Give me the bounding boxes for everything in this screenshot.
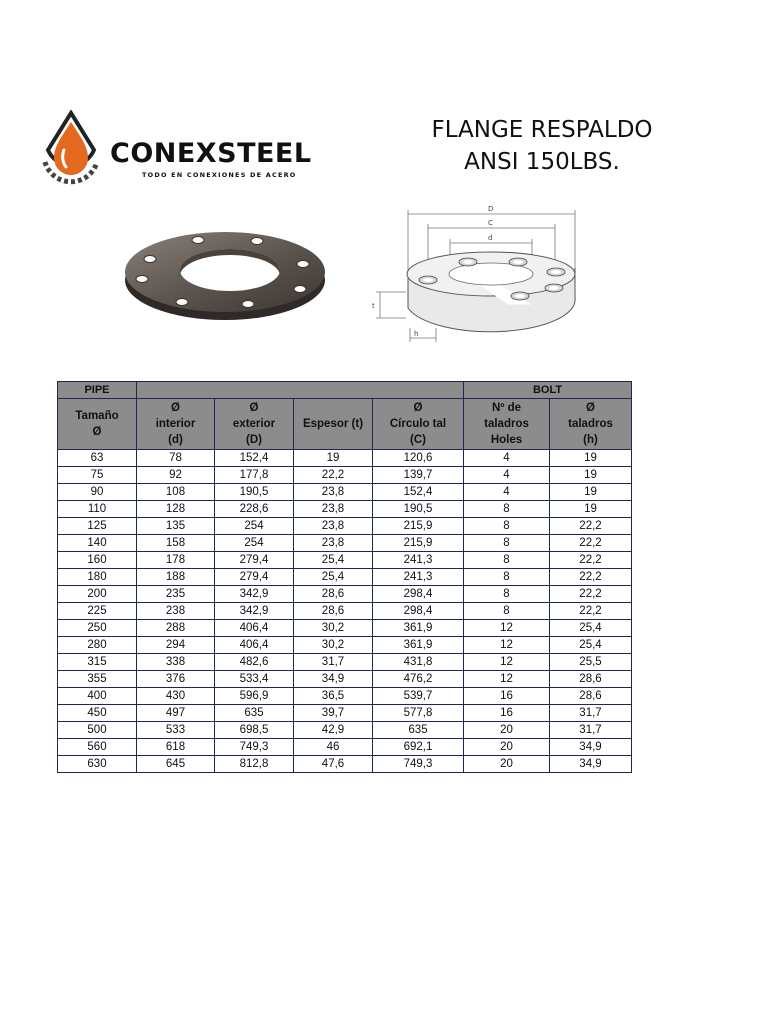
table-cell: 135 — [137, 518, 215, 535]
table-cell: 342,9 — [215, 586, 294, 603]
table-cell: 228,6 — [215, 501, 294, 518]
dim-label-inner-diameter: d — [488, 234, 493, 242]
table-row — [58, 603, 632, 620]
table-cell: 635 — [373, 722, 464, 739]
table-cell: 12 — [464, 620, 550, 637]
table-cell: 254 — [215, 518, 294, 535]
table-cell: 16 — [464, 688, 550, 705]
table-row — [58, 518, 632, 535]
table-cell: 288 — [137, 620, 215, 637]
table-cell: 120,6 — [373, 450, 464, 467]
table-cell: 152,4 — [373, 484, 464, 501]
table-cell: 539,7 — [373, 688, 464, 705]
table-row — [58, 535, 632, 552]
column-header-text: (C) — [410, 434, 426, 446]
dim-label-outer-diameter: D — [488, 205, 494, 213]
table-row — [58, 722, 632, 739]
table-cell: 8 — [464, 603, 550, 620]
table-cell: 19 — [550, 467, 632, 484]
table-cell: 749,3 — [215, 739, 294, 756]
table-cell: 190,5 — [215, 484, 294, 501]
group-header-bolt: BOLT — [464, 382, 632, 399]
table-cell: 23,8 — [294, 501, 373, 518]
table-row — [58, 552, 632, 569]
column-header-text: Espesor (t) — [302, 418, 364, 430]
column-header-1 — [137, 399, 215, 450]
table-cell: 200 — [58, 586, 137, 603]
table-cell: 25,5 — [550, 654, 632, 671]
table-cell: 618 — [137, 739, 215, 756]
table-row — [58, 705, 632, 722]
table-row — [58, 569, 632, 586]
table-cell: 25,4 — [550, 620, 632, 637]
flange-dimension-drawing — [370, 200, 610, 360]
table-cell: 749,3 — [373, 756, 464, 773]
table-cell: 19 — [550, 501, 632, 518]
dim-label-bolt-circle: C — [488, 219, 493, 227]
table-cell: 42,9 — [294, 722, 373, 739]
column-header-text: Círculo tal — [389, 418, 447, 430]
brand-logo — [38, 110, 338, 190]
table-cell: 254 — [215, 535, 294, 552]
table-cell: 215,9 — [373, 518, 464, 535]
table-cell: 75 — [58, 467, 137, 484]
table-cell: 12 — [464, 637, 550, 654]
table-cell: 596,9 — [215, 688, 294, 705]
table-cell: 31,7 — [550, 705, 632, 722]
table-cell: 28,6 — [550, 688, 632, 705]
column-header-text: (h) — [583, 434, 598, 446]
table-cell: 28,6 — [550, 671, 632, 688]
table-cell: 8 — [464, 501, 550, 518]
diameter-symbol: Ø — [249, 402, 259, 414]
table-cell: 22,2 — [550, 603, 632, 620]
table-cell: 108 — [137, 484, 215, 501]
table-cell: 190,5 — [373, 501, 464, 518]
table-cell: 8 — [464, 586, 550, 603]
table-cell: 645 — [137, 756, 215, 773]
table-cell: 630 — [58, 756, 137, 773]
column-header-0 — [58, 399, 137, 450]
table-cell: 30,2 — [294, 620, 373, 637]
table-cell: 28,6 — [294, 603, 373, 620]
group-header-row — [58, 382, 632, 399]
table-cell: 279,4 — [215, 569, 294, 586]
table-cell: 298,4 — [373, 586, 464, 603]
table-cell: 431,8 — [373, 654, 464, 671]
table-cell: 20 — [464, 756, 550, 773]
table-cell: 16 — [464, 705, 550, 722]
table-cell: 180 — [58, 569, 137, 586]
table-cell: 22,2 — [550, 569, 632, 586]
table-cell: 28,6 — [294, 586, 373, 603]
table-cell: 125 — [58, 518, 137, 535]
table-cell: 376 — [137, 671, 215, 688]
table-cell: 31,7 — [294, 654, 373, 671]
table-cell: 8 — [464, 518, 550, 535]
column-header-text: taladros — [484, 418, 529, 430]
table-cell: 279,4 — [215, 552, 294, 569]
table-cell: 36,5 — [294, 688, 373, 705]
table-cell: 692,1 — [373, 739, 464, 756]
table-row — [58, 654, 632, 671]
table-cell: 12 — [464, 654, 550, 671]
table-cell: 47,6 — [294, 756, 373, 773]
oil-drop-gear-icon — [38, 110, 104, 190]
diameter-symbol: Ø — [171, 402, 180, 414]
table-cell: 8 — [464, 552, 550, 569]
table-cell: 8 — [464, 535, 550, 552]
table-cell: 698,5 — [215, 722, 294, 739]
table-row — [58, 637, 632, 654]
table-cell: 23,8 — [294, 484, 373, 501]
table-cell: 361,9 — [373, 637, 464, 654]
table-cell: 34,9 — [550, 739, 632, 756]
table-cell: 177,8 — [215, 467, 294, 484]
table-cell: 280 — [58, 637, 137, 654]
table-cell: 22,2 — [294, 467, 373, 484]
page-title — [400, 114, 684, 178]
table-cell: 406,4 — [215, 637, 294, 654]
column-header-text: interior — [155, 418, 196, 430]
column-header-text: exterior — [232, 418, 276, 430]
column-header-5 — [464, 399, 550, 450]
brand-tagline: TODO EN CONEXIONES DE ACERO — [142, 171, 297, 179]
table-cell: 533 — [137, 722, 215, 739]
table-cell: 430 — [137, 688, 215, 705]
table-row — [58, 467, 632, 484]
table-cell: 294 — [137, 637, 215, 654]
column-header-text: Holes — [490, 434, 523, 446]
table-cell: 560 — [58, 739, 137, 756]
table-cell: 4 — [464, 484, 550, 501]
column-header-6 — [550, 399, 632, 450]
table-cell: 152,4 — [215, 450, 294, 467]
diameter-symbol: Ø — [586, 402, 595, 414]
table-cell: 31,7 — [550, 722, 632, 739]
table-row — [58, 484, 632, 501]
group-header-pipe: PIPE — [58, 382, 137, 399]
column-header-text: Tamaño — [75, 410, 119, 422]
column-header-text: (D) — [246, 434, 262, 446]
table-cell: 12 — [464, 671, 550, 688]
table-cell: 22,2 — [550, 518, 632, 535]
table-cell: 497 — [137, 705, 215, 722]
table-body — [58, 450, 632, 773]
table-cell: 178 — [137, 552, 215, 569]
table-cell: 241,3 — [373, 569, 464, 586]
column-header-3 — [294, 399, 373, 450]
table-cell: 110 — [58, 501, 137, 518]
table-row — [58, 688, 632, 705]
table-cell: 235 — [137, 586, 215, 603]
group-header-blank — [137, 382, 464, 399]
column-header-text: Ø — [92, 426, 102, 438]
table-cell: 22,2 — [550, 586, 632, 603]
table-cell: 46 — [294, 739, 373, 756]
table-cell: 19 — [550, 450, 632, 467]
table-cell: 315 — [58, 654, 137, 671]
table-cell: 23,8 — [294, 518, 373, 535]
column-header-text: (d) — [168, 434, 183, 446]
table-cell: 355 — [58, 671, 137, 688]
table-cell: 139,7 — [373, 467, 464, 484]
title-line-1: FLANGE RESPALDO — [431, 117, 653, 143]
table-cell: 158 — [137, 535, 215, 552]
table-cell: 476,2 — [373, 671, 464, 688]
table-cell: 298,4 — [373, 603, 464, 620]
table-cell: 92 — [137, 467, 215, 484]
table-cell: 342,9 — [215, 603, 294, 620]
table-row — [58, 586, 632, 603]
table-cell: 400 — [58, 688, 137, 705]
column-header-text: Nº de — [491, 402, 522, 414]
table-cell: 8 — [464, 569, 550, 586]
table-row — [58, 450, 632, 467]
table-row — [58, 501, 632, 518]
table-cell: 25,4 — [550, 637, 632, 654]
table-cell: 20 — [464, 739, 550, 756]
table-row — [58, 756, 632, 773]
table-cell: 39,7 — [294, 705, 373, 722]
table-cell: 25,4 — [294, 569, 373, 586]
table-cell: 34,9 — [550, 756, 632, 773]
column-header-text: taladros — [568, 418, 613, 430]
table-cell: 30,2 — [294, 637, 373, 654]
table-cell: 225 — [58, 603, 137, 620]
table-cell: 238 — [137, 603, 215, 620]
diameter-symbol: Ø — [413, 402, 423, 414]
column-header-row — [58, 399, 632, 450]
table-row — [58, 739, 632, 756]
table-cell: 500 — [58, 722, 137, 739]
table-cell: 63 — [58, 450, 137, 467]
flange-photo — [120, 224, 330, 324]
table-cell: 4 — [464, 467, 550, 484]
table-cell: 19 — [294, 450, 373, 467]
table-cell: 812,8 — [215, 756, 294, 773]
table-cell: 215,9 — [373, 535, 464, 552]
table-cell: 90 — [58, 484, 137, 501]
brand-name: CONEXSTEEL — [110, 138, 312, 169]
table-cell: 140 — [58, 535, 137, 552]
table-cell: 361,9 — [373, 620, 464, 637]
table-cell: 4 — [464, 450, 550, 467]
table-cell: 78 — [137, 450, 215, 467]
table-cell: 160 — [58, 552, 137, 569]
table-row — [58, 620, 632, 637]
dim-label-hole: h — [414, 330, 419, 338]
table-cell: 23,8 — [294, 535, 373, 552]
table-cell: 450 — [58, 705, 137, 722]
table-cell: 188 — [137, 569, 215, 586]
flange-specs-table — [57, 381, 632, 773]
column-header-2 — [215, 399, 294, 450]
title-line-2: ANSI 150LBS. — [464, 149, 620, 175]
table-cell: 20 — [464, 722, 550, 739]
table-cell: 128 — [137, 501, 215, 518]
table-cell: 577,8 — [373, 705, 464, 722]
table-cell: 22,2 — [550, 552, 632, 569]
table-cell: 482,6 — [215, 654, 294, 671]
table-cell: 338 — [137, 654, 215, 671]
table-cell: 25,4 — [294, 552, 373, 569]
table-cell: 250 — [58, 620, 137, 637]
table-cell: 635 — [215, 705, 294, 722]
table-cell: 22,2 — [550, 535, 632, 552]
table-cell: 406,4 — [215, 620, 294, 637]
table-cell: 533,4 — [215, 671, 294, 688]
table-row — [58, 671, 632, 688]
column-header-4 — [373, 399, 464, 450]
table-cell: 19 — [550, 484, 632, 501]
table-cell: 34,9 — [294, 671, 373, 688]
table-cell: 241,3 — [373, 552, 464, 569]
dim-label-thickness: t — [372, 302, 375, 310]
